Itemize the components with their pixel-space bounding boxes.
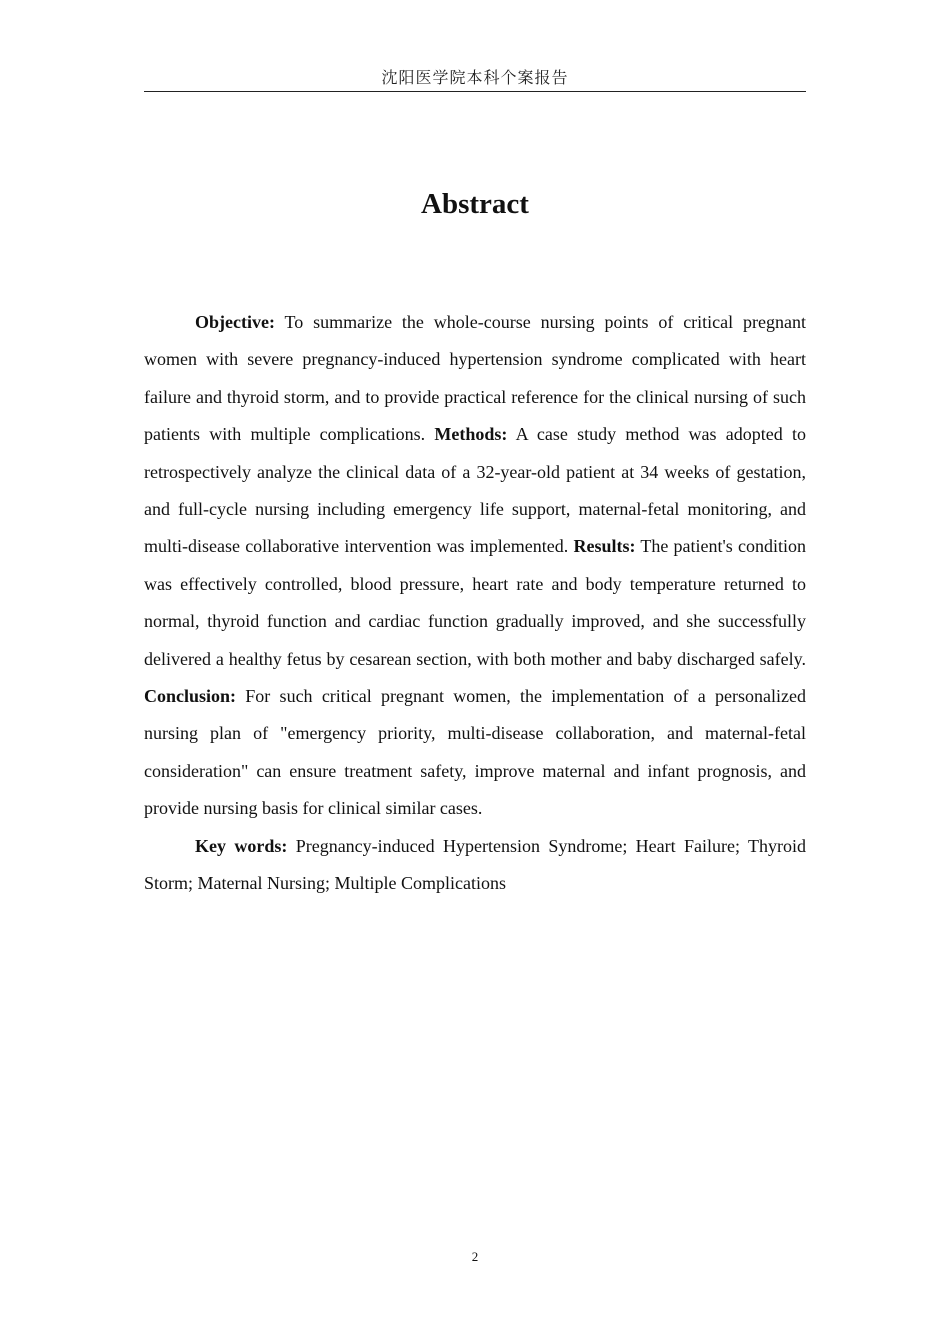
methods-label: Methods: [434,424,508,445]
keywords-paragraph [144,828,806,903]
page-title: Abstract [421,188,529,220]
page-header [144,66,806,92]
objective-label: Objective: [195,312,275,332]
keywords-text: Pregnancy-induced Hypertension Syndrome; Heart Failure; Thyroid Storm; Maternal Nursing; Multiple Complications [144,835,806,894]
header-text: 沈阳医学院本科个案报告 [381,68,569,87]
keywords-label: Key words: [195,835,288,856]
abstract-body [144,304,806,903]
objective-text: To summarize the whole-course nursing points of critical pregnant women with severe pregnancy-induced hypertension syndrome complicated with heart failure and thyroid storm, and to provide practical reference for the clinical nursing of such patients with multiple complications. [144,312,806,445]
conclusion-text: For such critical pregnant women, the implementation of a personalized nursing plan of "emergency priority, multi-disease collaboration, and maternal-fetal consideration" can ensure treatment safety, improve maternal and infant prognosis, and provide nursing basis for clinical similar cases. [144,686,806,819]
results-label: Results: [573,536,636,557]
conclusion-label: Conclusion: [144,686,237,707]
page-number: 2 [471,1249,479,1264]
methods-text: A case study method was adopted to retrospectively analyze the clinical data of a 32-year-old patient at 34 weeks of gestation, and full-cycle nursing including emergency life support, maternal-fetal monitoring, and multi-disease collaborative intervention was implemented. [144,424,806,557]
abstract-paragraph [144,304,806,828]
results-text: The patient's condition was effectively controlled, blood pressure, heart rate and body temperature returned to normal, thyroid function and cardiac function gradually improved, and she successfully delivered a healthy fetus by cesarean section, with both mother and baby discharged safely. [144,536,806,669]
